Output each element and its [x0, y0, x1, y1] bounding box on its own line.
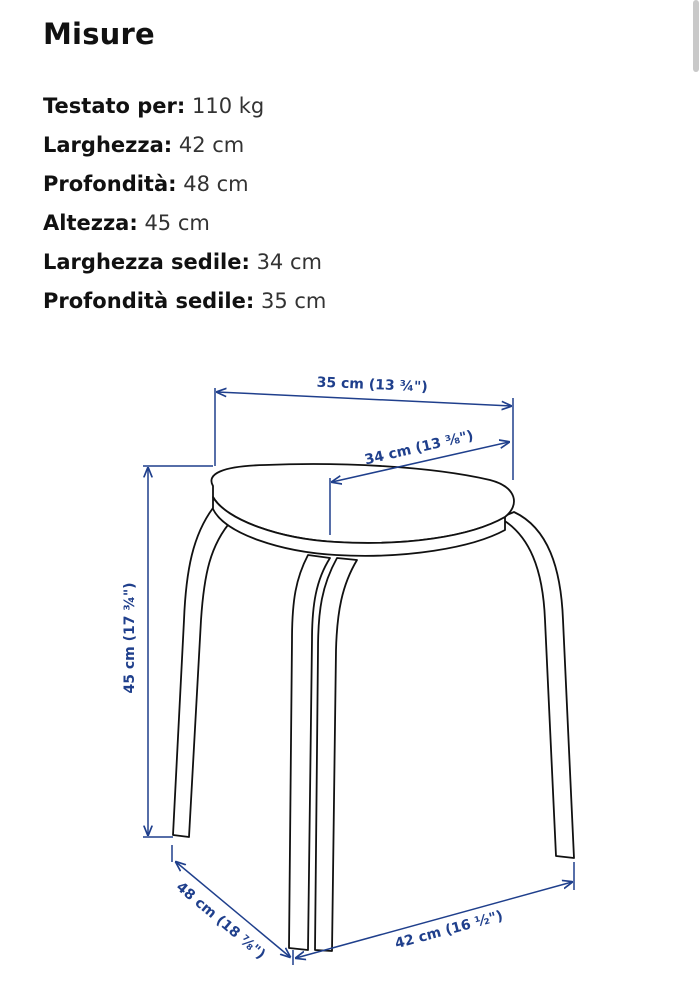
- stool-leg-back-right: [500, 512, 574, 858]
- dim-width-line: [296, 882, 572, 958]
- spec-label: Testato per:: [43, 94, 186, 118]
- stool-leg-front-right: [315, 558, 357, 951]
- spec-value: 110 kg: [191, 94, 265, 118]
- spec-label: Altezza:: [43, 211, 138, 235]
- stool-drawing: [173, 464, 574, 951]
- section-title: Misure: [43, 17, 155, 51]
- dim-label-depth: 48 cm (18 ⅞"): [172, 879, 269, 963]
- stool-leg-back-left: [173, 508, 232, 837]
- dim-label-height: 45 cm (17 ¾"): [122, 582, 138, 694]
- spec-value: 34 cm: [256, 250, 322, 274]
- dim-label-width: 42 cm (16 ½"): [393, 908, 505, 953]
- spec-label: Profondità:: [43, 172, 177, 196]
- spec-value: 45 cm: [144, 211, 210, 235]
- dim-label-top: 35 cm (13 ¾"): [316, 374, 429, 396]
- spec-label: Profondità sedile:: [43, 289, 255, 313]
- dim-label-seat: 34 cm (13 ⅜"): [363, 427, 476, 469]
- spec-label: Larghezza:: [43, 133, 173, 157]
- spec-value: 35 cm: [260, 289, 327, 313]
- spec-value: 48 cm: [183, 172, 249, 196]
- spec-label: Larghezza sedile:: [43, 250, 250, 274]
- spec-value: 42 cm: [178, 133, 245, 157]
- dim-top-line: [217, 392, 511, 406]
- dim-depth-line: [176, 862, 290, 957]
